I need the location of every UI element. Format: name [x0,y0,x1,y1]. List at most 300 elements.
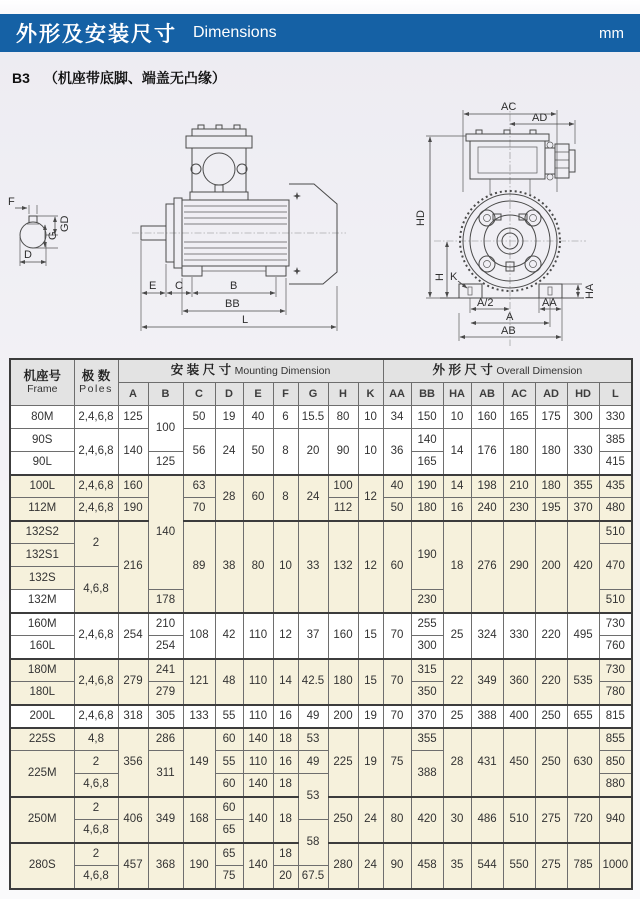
dim-label-a: A [506,311,514,323]
cell: 160 [328,613,358,659]
cell: 55 [215,705,243,728]
cell: 65 [215,843,243,866]
cell: 940 [599,797,632,843]
cell: 255 [411,613,443,636]
cell: 655 [567,705,599,728]
cell: 356 [118,728,148,797]
dim-label-g: G [47,231,59,240]
col-header: BB [411,383,443,406]
cell: 315 [411,659,443,682]
cell: 40 [243,406,273,429]
cell: 180 [535,429,567,475]
cell: 415 [599,452,632,475]
side-view-dimensions [141,241,337,331]
cell: 70 [183,498,215,521]
cell: 760 [599,636,632,659]
dim-label-e: E [149,280,157,292]
cell: 24 [215,429,243,475]
cell: 210 [148,613,183,636]
col-header: L [599,383,632,406]
table-row [10,475,632,498]
col-header: HA [443,383,471,406]
dims-thead [10,359,632,406]
cell: 470 [599,544,632,590]
cell: 22 [443,659,471,705]
col-header: AC [503,383,535,406]
cell: 16 [273,705,298,728]
cell: 355 [411,728,443,751]
cell: 18 [273,843,298,866]
cell: 65 [215,820,243,843]
cell: 2,4,6,8 [74,475,118,498]
end-view-dimensions [415,101,596,341]
cell: 550 [503,843,535,889]
dim-label-hd: HD [415,210,427,226]
cell: 220 [535,659,567,705]
cell: 110 [243,751,273,774]
cell: 510 [599,521,632,544]
cell: 349 [148,797,183,843]
overall-group-header [383,359,632,383]
cell: 330 [567,429,599,475]
cell: 12 [358,521,383,613]
cell: 1000 [599,843,632,889]
cell: 18 [443,521,471,613]
cell: 70 [383,613,411,659]
mounting-type-subtitle [12,68,226,88]
cell: 110 [243,659,273,705]
frame-cell: 100L [10,475,74,498]
cell: 2,4,6,8 [74,429,118,475]
cell: 34 [383,406,411,429]
cell: 14 [273,659,298,705]
cross-marker-icon [293,192,301,200]
frame-header-cn: 机座号 [23,368,61,383]
cell: 12 [358,475,383,521]
cell: 50 [183,406,215,429]
dim-label-ac: AC [501,101,517,113]
cell: 180 [535,475,567,498]
cell: 510 [599,590,632,613]
cell: 50 [243,429,273,475]
cell: 60 [383,521,411,613]
dim-label-ad: AD [532,112,548,124]
motor-end-view [434,102,586,346]
cell: 311 [148,751,183,797]
cell: 180 [411,498,443,521]
cell: 150 [411,406,443,429]
col-header: AD [535,383,567,406]
cell: 60 [215,797,243,820]
frame-cell: 132S [10,567,74,590]
col-header: B [148,383,183,406]
cell: 50 [383,498,411,521]
cell: 18 [273,797,298,843]
dim-label-ab: AB [501,325,516,337]
cell: 190 [411,475,443,498]
dim-label-aa: AA [542,297,557,309]
cell: 318 [118,705,148,728]
cell: 42.5 [298,659,328,705]
cell: 254 [118,613,148,659]
cell: 28 [443,728,471,797]
frame-cell: 280S [10,843,74,889]
cell: 720 [567,797,599,843]
cell: 730 [599,659,632,682]
cell: 25 [443,613,471,659]
cell: 14 [443,429,471,475]
col-header: F [273,383,298,406]
table-row [10,659,632,682]
cell: 24 [358,797,383,843]
frame-cell: 225M [10,751,74,797]
frame-cell: 132M [10,590,74,613]
cell: 250 [535,728,567,797]
cell: 100 [148,406,183,452]
cell: 180 [328,659,358,705]
cell: 24 [358,843,383,889]
cell: 216 [118,521,148,613]
cell: 100 [328,475,358,498]
cell: 360 [503,659,535,705]
frame-header-en: Frame [27,382,58,395]
cell: 630 [567,728,599,797]
col-header: AA [383,383,411,406]
unit-label: mm [599,24,624,42]
frame-cell: 225S [10,728,74,751]
cell: 70 [383,705,411,728]
shaft-section-detail [8,196,71,266]
col-header: HD [567,383,599,406]
cell: 112 [328,498,358,521]
cell: 241 [148,659,183,682]
cell: 60 [243,475,273,521]
cell: 49 [298,751,328,774]
cell: 420 [567,521,599,613]
cell: 300 [411,636,443,659]
cell: 495 [567,613,599,659]
cell: 400 [503,705,535,728]
cell: 37 [298,613,328,659]
cell: 2,4,6,8 [74,498,118,521]
cell: 133 [183,705,215,728]
page-header [0,14,640,52]
cell: 16 [443,498,471,521]
page-title: 外形及安装尺寸 [16,23,177,46]
cell: 63 [183,475,215,498]
poles-column-header [74,359,118,406]
cell: 457 [118,843,148,889]
cell: 300 [567,406,599,429]
cell: 36 [383,429,411,475]
cell: 780 [599,682,632,705]
col-header: G [298,383,328,406]
mounting-header-cn: 安 装 尺 寸 [170,363,235,378]
cell: 385 [599,429,632,452]
cell: 10 [443,406,471,429]
cross-marker-icon [293,267,301,275]
cell: 149 [183,728,215,797]
cell: 388 [471,705,503,728]
cell: 435 [599,475,632,498]
cell: 2 [74,751,118,774]
cell: 140 [243,797,273,843]
cell: 28 [215,475,243,521]
cell: 2 [74,843,118,866]
cell: 855 [599,728,632,751]
cell: 355 [567,475,599,498]
cell: 70 [383,659,411,705]
col-header: E [243,383,273,406]
frame-column-header [10,359,74,406]
cell: 276 [471,521,503,613]
cell: 275 [535,843,567,889]
col-header: D [215,383,243,406]
cell: 24 [298,475,328,521]
cell: 16 [273,751,298,774]
frame-cell: 180L [10,682,74,705]
cell: 230 [411,590,443,613]
cell: 25 [443,705,471,728]
cell: 280 [328,843,358,889]
cell: 40 [383,475,411,498]
dim-label-l: L [242,314,249,326]
cell: 4,6,8 [74,820,118,843]
header-row-groups [10,359,632,383]
col-header: H [328,383,358,406]
cell: 510 [503,797,535,843]
cell: 730 [599,613,632,636]
cell: 58 [298,820,328,866]
cell: 225 [328,728,358,797]
cell: 2,4,6,8 [74,406,118,429]
frame-cell: 160M [10,613,74,636]
col-header: C [183,383,215,406]
dim-label-ha: HA [584,283,596,299]
mounting-code: B3 [12,70,30,86]
cell: 370 [567,498,599,521]
frame-cell: 112M [10,498,74,521]
cell: 6 [273,406,298,429]
table-row [10,728,632,751]
cell: 279 [118,659,148,705]
cell: 55 [215,751,243,774]
cell: 160 [118,475,148,498]
cell: 4,6,8 [74,774,118,797]
cell: 42 [215,613,243,659]
cell: 200 [535,521,567,613]
cell: 330 [503,613,535,659]
cell: 406 [118,797,148,843]
frame-cell: 90L [10,452,74,475]
dim-label-d: D [24,249,32,261]
mounting-header-en: Mounting Dimension [234,365,331,378]
frame-cell: 250M [10,797,74,843]
cell: 125 [118,406,148,429]
col-header: AB [471,383,503,406]
cell: 815 [599,705,632,728]
cell: 12 [273,613,298,659]
cell: 220 [535,613,567,659]
dim-label-c: C [175,280,183,292]
cell: 19 [358,705,383,728]
cell: 15.5 [298,406,328,429]
cell: 48 [215,659,243,705]
cell: 80 [243,521,273,613]
overall-header-en: Overall Dimension [496,365,583,378]
cell: 108 [183,613,215,659]
cell: 90 [383,843,411,889]
col-header: K [358,383,383,406]
cell: 290 [503,521,535,613]
overall-header-cn: 外 形 尺 寸 [432,363,497,378]
cell: 33 [298,521,328,613]
cell: 165 [503,406,535,429]
cell: 56 [183,429,215,475]
cell: 160 [471,406,503,429]
cell: 180 [503,429,535,475]
cell: 330 [599,406,632,429]
cell: 210 [503,475,535,498]
dim-label-a2: A/2 [477,297,494,309]
cell: 140 [243,774,273,797]
cell: 368 [148,843,183,889]
cell: 388 [411,751,443,797]
cell: 286 [148,728,183,751]
cell: 168 [183,797,215,843]
poles-header-en: Poles [79,382,113,395]
mounting-group-header [118,359,383,383]
cell: 125 [148,452,183,475]
cell: 279 [148,682,183,705]
cell: 880 [599,774,632,797]
cell: 140 [243,728,273,751]
cell: 10 [273,521,298,613]
cell: 38 [215,521,243,613]
table-row [10,705,632,728]
cell: 420 [411,797,443,843]
cell: 2,4,6,8 [74,613,118,659]
cell: 458 [411,843,443,889]
cell: 250 [535,705,567,728]
dim-label-h: H [434,273,446,281]
cell: 275 [535,797,567,843]
cell: 18 [273,728,298,751]
frame-cell: 132S2 [10,521,74,544]
cell: 80 [383,797,411,843]
frame-cell: 180M [10,659,74,682]
cell: 20 [273,866,298,889]
cell: 4,8 [74,728,118,751]
cell: 2,4,6,8 [74,705,118,728]
cell: 121 [183,659,215,705]
cell: 30 [443,797,471,843]
dim-label-bb: BB [225,298,240,310]
cell: 140 [118,429,148,475]
cell: 2,4,6,8 [74,659,118,705]
cell: 324 [471,613,503,659]
cell: 190 [183,843,215,889]
table-row [10,429,632,452]
cell: 15 [358,659,383,705]
cell: 75 [383,728,411,797]
cell: 53 [298,774,328,820]
frame-cell: 90S [10,429,74,452]
drawings-area [0,96,640,352]
cell: 198 [471,475,503,498]
dim-label-gd: GD [59,215,71,232]
motor-side-view [132,125,346,284]
cell: 140 [148,475,183,590]
cell: 2 [74,521,118,567]
cell: 8 [273,429,298,475]
cell: 18 [273,774,298,797]
dim-label-f: F [8,196,15,208]
cell: 89 [183,521,215,613]
cell: 110 [243,705,273,728]
cell: 349 [471,659,503,705]
cell: 176 [471,429,503,475]
table-row [10,406,632,429]
cell: 175 [535,406,567,429]
dims-tbody [10,406,632,889]
frame-cell: 160L [10,636,74,659]
table-row [10,613,632,636]
cell: 19 [358,728,383,797]
cell: 60 [215,774,243,797]
cell: 785 [567,843,599,889]
dimensions-table [9,358,633,890]
cell: 250 [328,797,358,843]
cell: 132 [328,521,358,613]
cell: 8 [273,475,298,521]
table-row [10,521,632,544]
dim-label-b: B [230,280,238,292]
cell: 350 [411,682,443,705]
cell: 75 [215,866,243,889]
cell: 80 [328,406,358,429]
frame-cell: 132S1 [10,544,74,567]
cell: 15 [358,613,383,659]
cell: 49 [298,705,328,728]
cell: 4,6,8 [74,866,118,889]
frame-cell: 80M [10,406,74,429]
cell: 544 [471,843,503,889]
cell: 254 [148,636,183,659]
cell: 140 [411,429,443,452]
cell: 200 [328,705,358,728]
cell: 4,6,8 [74,567,118,613]
cell: 480 [599,498,632,521]
cell: 140 [243,843,273,889]
cell: 19 [215,406,243,429]
poles-header-cn: 极 数 [81,368,111,383]
mounting-description: （机座带底脚、端盖无凸缘） [43,70,226,86]
cell: 486 [471,797,503,843]
cell: 240 [471,498,503,521]
cell: 53 [298,728,328,751]
col-header: A [118,383,148,406]
cell: 230 [503,498,535,521]
cell: 110 [243,613,273,659]
cell: 67.5 [298,866,328,889]
page-title-en: Dimensions [193,24,277,41]
cell: 190 [118,498,148,521]
cell: 305 [148,705,183,728]
cell: 165 [411,452,443,475]
cell: 35 [443,843,471,889]
cell: 178 [148,590,183,613]
